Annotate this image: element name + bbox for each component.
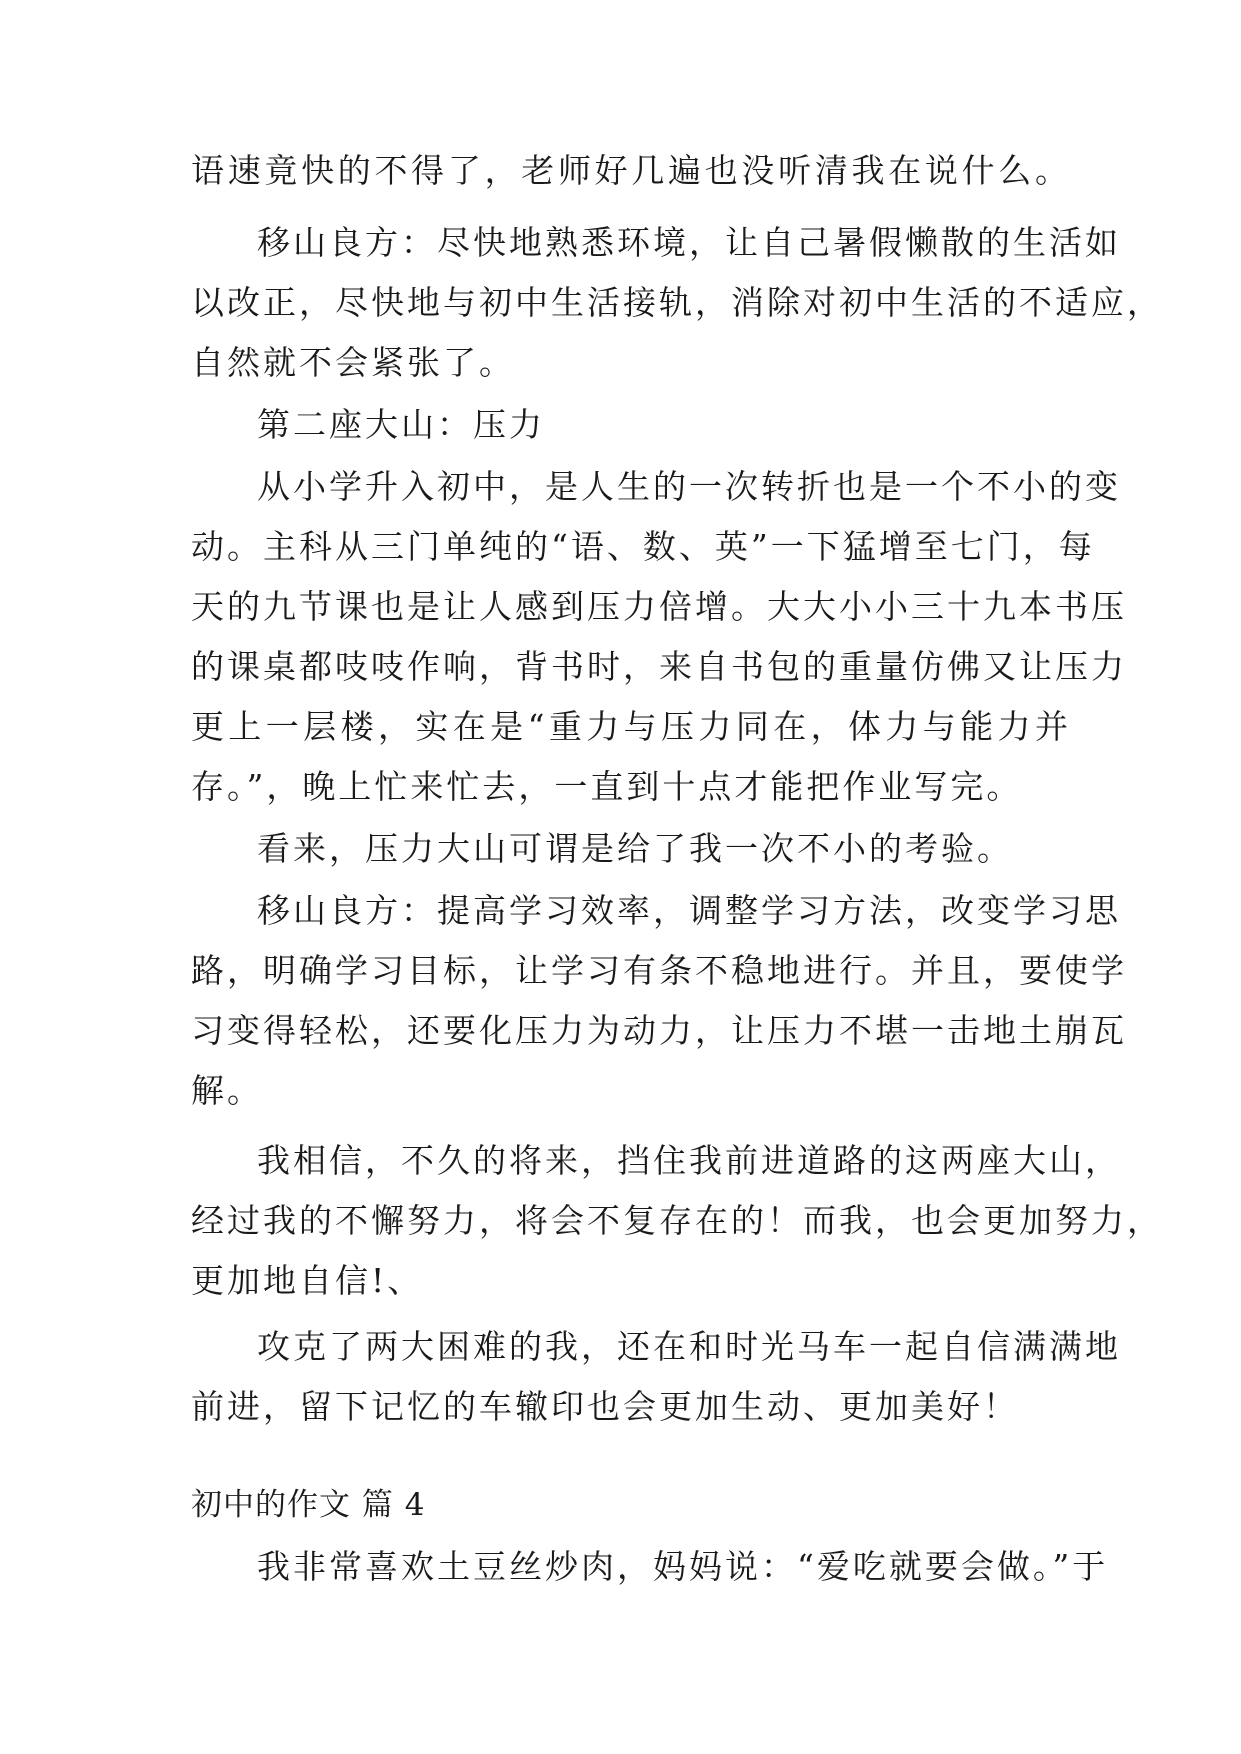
text-line: 习变得轻松，还要化压力为动力，让压力不堪一击地土崩瓦 — [191, 1011, 1127, 1050]
text-line: 语速竟快的不得了，老师好几遍也没听清我在说什么。 — [191, 151, 1071, 190]
text-line: 自然就不会紧张了。 — [191, 343, 515, 382]
text-line: 以改正，尽快地与初中生活接轨，消除对初中生活的不适应， — [191, 283, 1163, 322]
text-line: 的课桌都吱吱作响，背书时，来自书包的重量仿佛又让压力 — [191, 647, 1127, 686]
text-line: 从小学升入初中，是人生的一次转折也是一个不小的变 — [257, 467, 1121, 506]
text-line: 移山良方：尽快地熟悉环境，让自己暑假懒散的生活如 — [257, 223, 1121, 262]
text-line: 经过我的不懈努力，将会不复存在的！而我，也会更加努力， — [191, 1201, 1163, 1240]
text-line: 更加地自信!、 — [191, 1261, 424, 1300]
text-line: 攻克了两大困难的我，还在和时光马车一起自信满满地 — [257, 1327, 1121, 1366]
text-line: 动。主科从三门单纯的“语、数、英”一下猛增至七门，每 — [191, 527, 1095, 566]
text-line: 更上一层楼，实在是“重力与压力同在，体力与能力并 — [191, 707, 1071, 746]
text-line: 看来，压力大山可谓是给了我一次不小的考验。 — [257, 829, 1013, 868]
text-line: 存。”，晚上忙来忙去，一直到十点才能把作业写完。 — [191, 767, 1023, 806]
essay-title: 初中的作文 篇 4 — [191, 1487, 426, 1523]
section-heading: 第二座大山：压力 — [257, 405, 545, 444]
text-line: 移山良方：提高学习效率，调整学习方法，改变学习思 — [257, 891, 1121, 930]
text-line: 我相信，不久的将来，挡住我前进道路的这两座大山， — [257, 1141, 1121, 1180]
text-line: 解。 — [191, 1071, 263, 1110]
text-line: 我非常喜欢土豆丝炒肉，妈妈说：“爱吃就要会做。”于 — [257, 1547, 1109, 1586]
text-line: 前进，留下记忆的车辙印也会更加生动、更加美好！ — [191, 1387, 1019, 1426]
text-line: 路，明确学习目标，让学习有条不稳地进行。并且，要使学 — [191, 951, 1127, 990]
text-line: 天的九节课也是让人感到压力倍增。大大小小三十九本书压 — [191, 587, 1127, 626]
